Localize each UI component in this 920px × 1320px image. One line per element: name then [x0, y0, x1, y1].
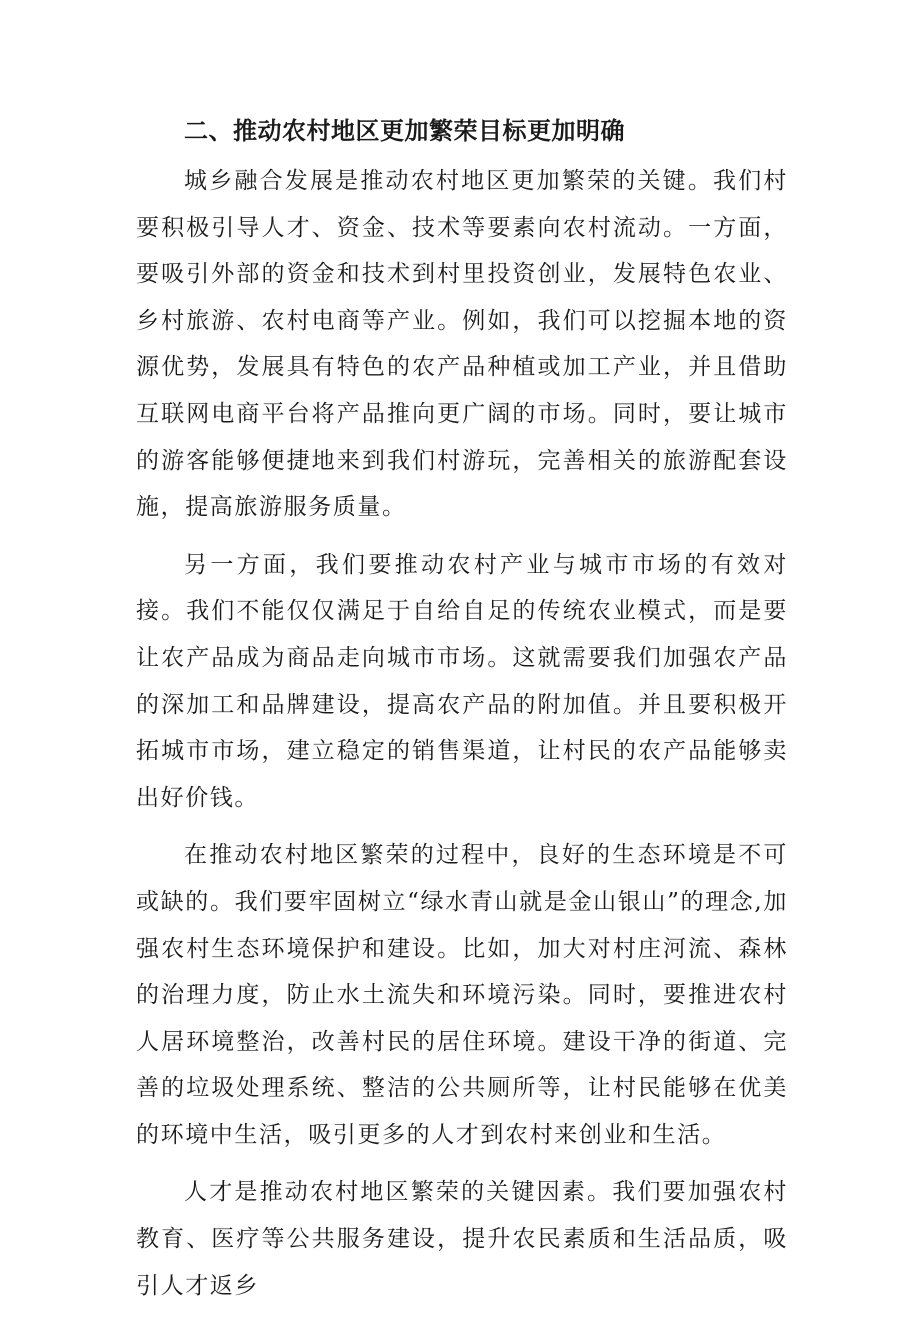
document-body [136, 158, 788, 1320]
paragraph-ecological-environment: 在推动农村地区繁荣的过程中，良好的生态环境是不可或缺的。我们要牢固树立“绿水青山就是金山银山”的理念,加强农村生态环境保护和建设。比如，加大对村庄河流、森林的治理力度，防止水土流失和环境污染。同时，要推进农村人居环境整治，改善村民的居住环境。建设干净的街道、完善的垃圾处理系统、整洁的公共厕所等，让村民能够在优美的环境中生活，吸引更多的人才到农村来创业和生活。 [136, 842, 788, 1148]
paragraph-market-connection: 另一方面，我们要推动农村产业与城市市场的有效对接。我们不能仅仅满足于自给自足的传统农业模式，而是要让农产品成为商品走向城市市场。这就需要我们加强农产品的深加工和品牌建设，提高农产品的附加值。并且要积极开拓城市市场，建立稳定的销售渠道，让村民的农产品能够卖出好价钱。 [136, 551, 788, 811]
paragraph-urban-rural-integration: 城乡融合发展是推动农村地区更加繁荣的关键。我们村要积极引导人才、资金、技术等要素向农村流动。一方面，要吸引外部的资金和技术到村里投资创业，发展特色农业、乡村旅游、农村电商等产业。例如，我们可以挖掘本地的资源优势，发展具有特色的农产品种植或加工产业，并且借助互联网电商平台将产品推向更广阔的市场。同时，要让城市的游客能够便捷地来到我们村游玩，完善相关的旅游配套设施，提高旅游服务质量。 [136, 168, 788, 521]
paragraph-talent: 人才是推动农村地区繁荣的关键因素。我们要加强农村教育、医疗等公共服务建设，提升农民素质和生活品质，吸引人才返乡 [136, 1179, 788, 1299]
section-heading: 二、推动农村地区更加繁荣目标更加明确 [184, 117, 625, 145]
